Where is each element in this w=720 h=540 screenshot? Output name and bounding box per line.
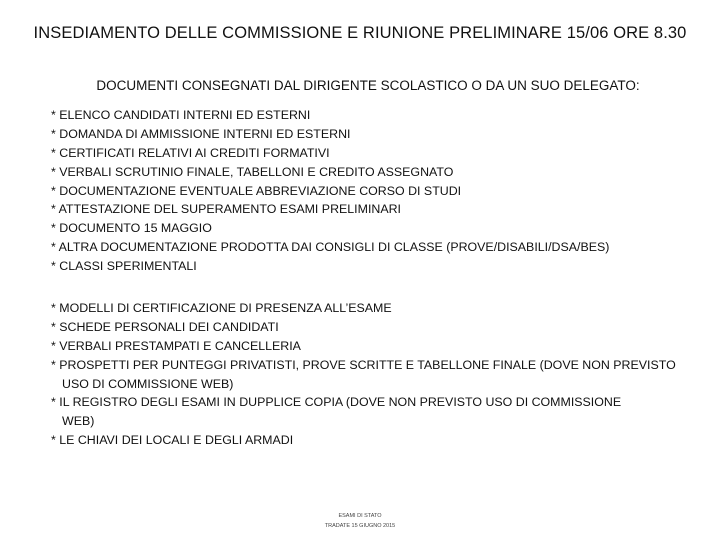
documents-list-dirigente [51,106,609,276]
list-item-continuation: USO DI COMMISSIONE WEB) [62,376,234,391]
list-item [51,356,676,394]
list-item: * DOMANDA DI AMMISSIONE INTERNI ED ESTERNI [51,126,351,141]
list-item: * ATTESTAZIONE DEL SUPERAMENTO ESAMI PRELIMINARI [51,202,401,217]
list-item-text: * PROSPETTI PER PUNTEGGI PRIVATISTI, PROVE SCRITTE E TABELLONE FINALE (DOVE NON PREVISTO [51,357,676,372]
list-item [51,393,676,431]
documents-list-commissione [51,299,676,450]
footer-date: TRADATE 15 GIUGNO 2015 [324,523,396,529]
list-item: * MODELLI DI CERTIFICAZIONE DI PRESENZA ALL’ESAME [51,301,392,315]
list-item: * LE CHIAVI DEI LOCALI E DEGLI ARMADI [51,433,294,448]
list-item: * ELENCO CANDIDATI INTERNI ED ESTERNI [51,108,311,122]
document-title: INSEDIAMENTO DELLE COMMISSIONE E RIUNIONE PRELIMINARE 15/06 ORE 8.30 [33,24,687,42]
list-item: * SCHEDE PERSONALI DEI CANDIDATI [51,319,279,334]
document-subtitle: DOCUMENTI CONSEGNATI DAL DIRIGENTE SCOLASTICO O DA UN SUO DELEGATO: [96,78,640,93]
list-item: * CERTIFICATI RELATIVI AI CREDITI FORMATIVI [51,145,330,160]
list-item-continuation: WEB) [62,414,95,429]
list-item: * CLASSI SPERIMENTALI [51,259,197,274]
list-item: * VERBALI PRESTAMPATI E CANCELLERIA [51,338,301,353]
list-item: * DOCUMENTO 15 MAGGIO [51,221,212,236]
footer-label: ESAMI DI STATO [338,513,382,519]
list-item: * ALTRA DOCUMENTAZIONE PRODOTTA DAI CONSIGLI DI CLASSE (PROVE/DISABILI/DSA/BES) [51,240,610,255]
list-item: * VERBALI SCRUTINIO FINALE, TABELLONI E CREDITO ASSEGNATO [51,164,454,179]
list-item: * DOCUMENTAZIONE EVENTUALE ABBREVIAZIONE CORSO DI STUDI [51,183,462,198]
list-item-text: * IL REGISTRO DEGLI ESAMI IN DUPPLICE COPIA (DOVE NON PREVISTO USO DI COMMISSIONE [51,395,622,410]
